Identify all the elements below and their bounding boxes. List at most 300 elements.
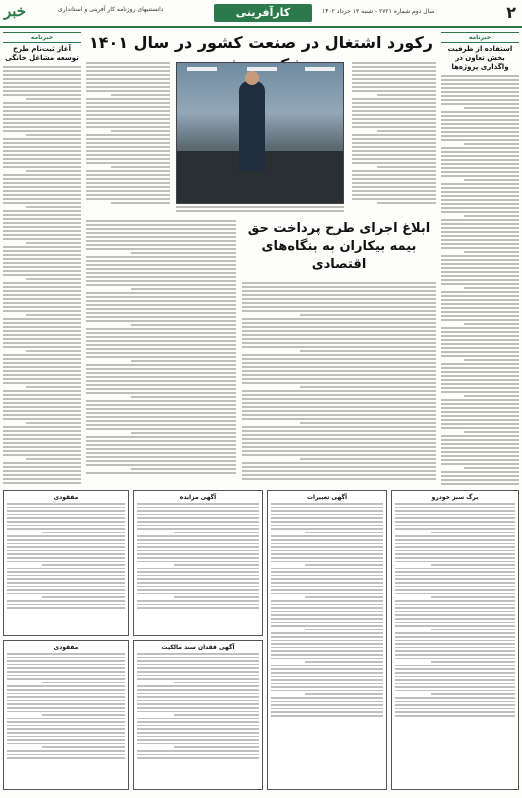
sub-headline: ابلاغ اجرای طرح پرداخت حق بیمه بیکاران به بنگاه‌های اقتصادی xyxy=(247,221,431,272)
text-line xyxy=(441,415,519,417)
text-line xyxy=(86,66,170,68)
text-line xyxy=(271,514,383,516)
text-line xyxy=(441,191,519,193)
text-line xyxy=(86,174,170,176)
text-line xyxy=(137,571,259,573)
text-line xyxy=(441,119,519,121)
text-line xyxy=(86,264,236,266)
text-line xyxy=(42,714,125,716)
text-line xyxy=(86,190,170,192)
text-line xyxy=(3,434,81,436)
ad-title: مفقودی xyxy=(53,644,79,651)
text-line xyxy=(271,528,383,530)
text-line xyxy=(3,326,81,328)
text-line xyxy=(271,539,383,541)
text-line xyxy=(42,682,125,684)
text-line xyxy=(441,283,519,285)
text-line xyxy=(7,600,125,602)
text-line xyxy=(174,746,259,748)
text-line xyxy=(3,466,81,468)
text-line xyxy=(441,347,519,349)
text-line xyxy=(242,390,436,392)
text-line xyxy=(137,667,259,669)
text-line xyxy=(395,561,515,563)
text-line xyxy=(395,568,515,570)
text-line xyxy=(3,414,81,416)
text-line xyxy=(441,455,519,457)
text-line xyxy=(441,327,519,329)
text-line xyxy=(26,422,81,424)
text-line xyxy=(137,578,259,580)
photo-caption xyxy=(176,206,344,214)
text-line xyxy=(86,376,236,378)
text-line xyxy=(395,658,515,660)
text-line xyxy=(86,336,236,338)
text-line xyxy=(352,78,436,80)
text-line xyxy=(3,146,81,148)
sub-article-title-box xyxy=(242,220,436,274)
text-line xyxy=(441,163,519,165)
text-line xyxy=(3,478,81,480)
text-line xyxy=(137,689,259,691)
text-line xyxy=(86,70,170,72)
text-line xyxy=(137,550,259,552)
text-line xyxy=(86,178,170,180)
text-line xyxy=(395,604,515,606)
text-line xyxy=(441,423,519,425)
text-line xyxy=(86,256,236,258)
text-line xyxy=(3,78,81,80)
text-line xyxy=(7,757,125,759)
text-line xyxy=(271,708,383,710)
text-line xyxy=(3,118,81,120)
text-line xyxy=(464,287,519,289)
text-line xyxy=(242,334,436,336)
text-line xyxy=(7,675,125,677)
text-line xyxy=(271,632,383,634)
text-line xyxy=(3,330,81,332)
text-line xyxy=(305,564,383,566)
text-line xyxy=(441,419,519,421)
text-line xyxy=(137,750,259,752)
text-line xyxy=(86,236,236,238)
text-line xyxy=(352,158,436,160)
text-line xyxy=(7,750,125,752)
text-line xyxy=(441,295,519,297)
text-line xyxy=(86,186,170,188)
text-line xyxy=(3,266,81,268)
text-line xyxy=(3,402,81,404)
text-line xyxy=(7,711,125,713)
text-line xyxy=(86,284,236,286)
text-line xyxy=(7,653,125,655)
text-line xyxy=(242,366,436,368)
text-line xyxy=(271,503,383,505)
text-line xyxy=(137,653,259,655)
ad-title: آگهی فقدان سند مالکیت xyxy=(161,644,235,651)
text-line xyxy=(242,330,436,332)
text-line xyxy=(86,106,170,108)
text-line xyxy=(352,110,436,112)
ad-body xyxy=(271,503,383,717)
text-line xyxy=(242,298,436,300)
text-line xyxy=(242,430,436,432)
text-line xyxy=(441,91,519,93)
text-line xyxy=(137,543,259,545)
text-line xyxy=(242,286,436,288)
text-line xyxy=(86,380,236,382)
text-line xyxy=(271,690,383,692)
text-line xyxy=(352,134,436,136)
page-number: ۲ xyxy=(506,3,516,22)
text-line xyxy=(395,553,515,555)
text-line xyxy=(441,195,519,197)
text-line xyxy=(137,546,259,548)
text-line xyxy=(3,250,81,252)
ad-body xyxy=(395,503,515,717)
text-line xyxy=(242,374,436,376)
text-line xyxy=(86,472,236,474)
text-line xyxy=(176,210,344,212)
text-line xyxy=(7,689,125,691)
text-line xyxy=(441,291,519,293)
text-line xyxy=(464,359,519,361)
text-line xyxy=(7,557,125,559)
text-line xyxy=(7,685,125,687)
text-line xyxy=(395,607,515,609)
text-line xyxy=(3,470,81,472)
text-line xyxy=(441,207,519,209)
text-line xyxy=(3,322,81,324)
text-line xyxy=(26,242,81,244)
text-line xyxy=(441,459,519,461)
right-column xyxy=(441,32,519,487)
text-line xyxy=(395,647,515,649)
text-line xyxy=(352,138,436,140)
text-line xyxy=(441,451,519,453)
text-line xyxy=(441,263,519,265)
text-line xyxy=(395,704,515,706)
text-line xyxy=(7,657,125,659)
text-line xyxy=(271,593,383,595)
section-tab: کارآفرینی xyxy=(214,4,312,22)
text-line xyxy=(3,106,81,108)
text-line xyxy=(271,507,383,509)
text-line xyxy=(271,586,383,588)
text-line xyxy=(176,206,344,208)
text-line xyxy=(86,272,236,274)
text-line xyxy=(395,525,515,527)
text-line xyxy=(377,166,436,168)
text-line xyxy=(86,372,236,374)
text-line xyxy=(271,600,383,602)
text-line xyxy=(441,243,519,245)
text-line xyxy=(352,182,436,184)
text-line xyxy=(86,122,170,124)
text-line xyxy=(137,757,259,759)
text-line xyxy=(7,553,125,555)
ad-box-6 xyxy=(3,640,129,790)
text-line xyxy=(137,507,259,509)
text-line xyxy=(137,607,259,609)
text-line xyxy=(441,375,519,377)
text-line xyxy=(7,703,125,705)
text-line xyxy=(86,248,236,250)
text-line xyxy=(7,561,125,563)
text-line xyxy=(441,231,519,233)
text-line xyxy=(7,510,125,512)
text-line xyxy=(377,130,436,132)
text-line xyxy=(377,94,436,96)
text-line xyxy=(441,83,519,85)
text-line xyxy=(271,679,383,681)
text-line xyxy=(86,276,236,278)
text-line xyxy=(395,517,515,519)
text-line xyxy=(395,510,515,512)
text-line xyxy=(441,167,519,169)
text-line xyxy=(3,238,81,240)
text-line xyxy=(395,636,515,638)
text-line xyxy=(137,725,259,727)
text-line xyxy=(395,690,515,692)
newspaper-logo: خبر xyxy=(4,2,27,20)
text-line xyxy=(86,444,236,446)
text-line xyxy=(7,721,125,723)
text-line xyxy=(441,403,519,405)
text-line xyxy=(3,430,81,432)
text-line xyxy=(3,310,81,312)
text-line xyxy=(86,268,236,270)
text-line xyxy=(441,391,519,393)
text-line xyxy=(352,174,436,176)
text-line xyxy=(174,532,259,534)
text-line xyxy=(137,517,259,519)
text-line xyxy=(3,454,81,456)
text-line xyxy=(137,510,259,512)
text-line xyxy=(242,362,436,364)
text-line xyxy=(86,332,236,334)
text-line xyxy=(271,640,383,642)
text-line xyxy=(431,629,515,631)
main-text-column-b xyxy=(86,62,170,206)
text-line xyxy=(441,255,519,257)
text-line xyxy=(7,589,125,591)
text-line xyxy=(7,582,125,584)
text-line xyxy=(3,338,81,340)
text-line xyxy=(395,575,515,577)
text-line xyxy=(137,589,259,591)
text-line xyxy=(271,654,383,656)
text-line xyxy=(441,315,519,317)
text-line xyxy=(137,660,259,662)
text-line xyxy=(137,754,259,756)
text-line xyxy=(86,384,236,386)
text-line xyxy=(395,611,515,613)
text-line xyxy=(86,86,170,88)
text-line xyxy=(352,122,436,124)
text-line xyxy=(431,596,515,598)
ad-body xyxy=(7,503,125,609)
text-line xyxy=(395,625,515,627)
text-line xyxy=(352,102,436,104)
text-line xyxy=(7,503,125,505)
text-line xyxy=(352,66,436,68)
text-line xyxy=(271,622,383,624)
text-line xyxy=(395,622,515,624)
text-line xyxy=(352,106,436,108)
text-line xyxy=(3,462,81,464)
text-line xyxy=(3,74,81,76)
text-line xyxy=(271,535,383,537)
text-line xyxy=(300,458,436,460)
text-line xyxy=(441,235,519,237)
text-line xyxy=(86,170,170,172)
text-line xyxy=(7,578,125,580)
text-line xyxy=(26,170,81,172)
text-line xyxy=(352,74,436,76)
text-line xyxy=(7,550,125,552)
text-line xyxy=(86,154,170,156)
text-line xyxy=(441,151,519,153)
text-line xyxy=(3,298,81,300)
text-line xyxy=(242,450,436,452)
text-line xyxy=(352,90,436,92)
text-line xyxy=(441,447,519,449)
text-line xyxy=(242,306,436,308)
text-line xyxy=(3,142,81,144)
text-line xyxy=(441,387,519,389)
text-line xyxy=(3,390,81,392)
text-line xyxy=(3,370,81,372)
text-line xyxy=(271,711,383,713)
text-line xyxy=(7,664,125,666)
text-line xyxy=(242,322,436,324)
text-line xyxy=(395,614,515,616)
text-line xyxy=(7,671,125,673)
text-line xyxy=(26,458,81,460)
text-line xyxy=(7,517,125,519)
text-line xyxy=(86,388,236,390)
text-line xyxy=(441,371,519,373)
text-line xyxy=(441,435,519,437)
text-line xyxy=(242,338,436,340)
text-line xyxy=(431,532,515,534)
text-line xyxy=(86,102,170,104)
text-line xyxy=(3,234,81,236)
text-line xyxy=(86,228,236,230)
text-line xyxy=(26,206,81,208)
text-line xyxy=(86,300,236,302)
text-line xyxy=(3,122,81,124)
sub-article-left xyxy=(86,220,236,476)
text-line xyxy=(242,466,436,468)
text-line xyxy=(3,102,81,104)
text-line xyxy=(86,110,170,112)
text-line xyxy=(137,693,259,695)
text-line xyxy=(3,86,81,88)
text-line xyxy=(7,546,125,548)
text-line xyxy=(441,219,519,221)
ad-body xyxy=(7,653,125,759)
text-line xyxy=(3,262,81,264)
text-line xyxy=(7,660,125,662)
text-line xyxy=(395,668,515,670)
text-line xyxy=(242,478,436,480)
ad-box-2 xyxy=(267,490,387,790)
text-line xyxy=(3,222,81,224)
text-line xyxy=(137,728,259,730)
text-line xyxy=(3,342,81,344)
text-line xyxy=(42,532,125,534)
text-line xyxy=(352,194,436,196)
text-line xyxy=(441,147,519,149)
text-line xyxy=(271,683,383,685)
text-line xyxy=(7,739,125,741)
text-line xyxy=(395,514,515,516)
text-line xyxy=(137,685,259,687)
text-line xyxy=(26,350,81,352)
text-line xyxy=(7,696,125,698)
text-line xyxy=(271,510,383,512)
text-line xyxy=(242,434,436,436)
text-line xyxy=(242,402,436,404)
main-body xyxy=(86,62,436,212)
text-line xyxy=(441,171,519,173)
text-line xyxy=(137,700,259,702)
text-line xyxy=(395,665,515,667)
text-line xyxy=(3,182,81,184)
text-line xyxy=(242,406,436,408)
text-line xyxy=(3,226,81,228)
text-line xyxy=(137,539,259,541)
text-line xyxy=(395,650,515,652)
text-line xyxy=(441,199,519,201)
text-line xyxy=(441,443,519,445)
text-line xyxy=(3,366,81,368)
text-line xyxy=(3,334,81,336)
text-line xyxy=(242,462,436,464)
text-line xyxy=(305,532,383,534)
text-line xyxy=(395,543,515,545)
text-line xyxy=(464,215,519,217)
text-line xyxy=(131,288,236,290)
text-line xyxy=(86,126,170,128)
text-line xyxy=(395,586,515,588)
text-line xyxy=(86,198,170,200)
text-line xyxy=(137,664,259,666)
text-line xyxy=(395,589,515,591)
text-line xyxy=(137,736,259,738)
text-line xyxy=(3,474,81,476)
text-line xyxy=(242,354,436,356)
text-line xyxy=(3,138,81,140)
text-line xyxy=(7,604,125,606)
text-line xyxy=(137,678,259,680)
text-line xyxy=(395,593,515,595)
text-line xyxy=(86,400,236,402)
text-line xyxy=(137,586,259,588)
text-line xyxy=(86,364,236,366)
text-line xyxy=(441,279,519,281)
text-line xyxy=(26,278,81,280)
text-line xyxy=(3,214,81,216)
text-line xyxy=(352,178,436,180)
text-line xyxy=(300,314,436,316)
text-line xyxy=(242,394,436,396)
text-line xyxy=(441,247,519,249)
text-line xyxy=(441,271,519,273)
text-line xyxy=(271,578,383,580)
